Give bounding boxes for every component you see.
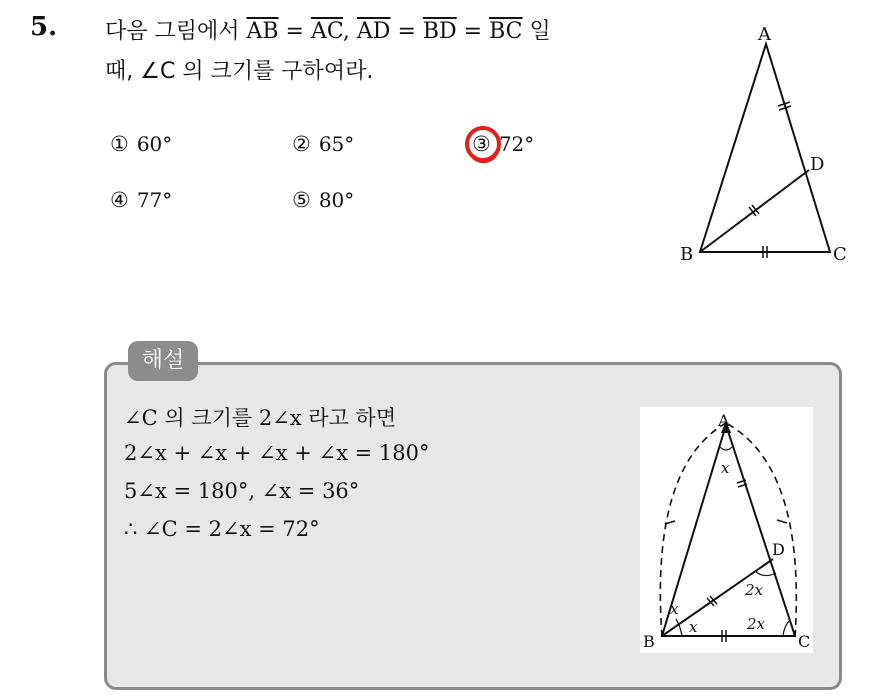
question-line1-prefix: 다음 그림에서: [105, 19, 247, 44]
segment-bc: $\overline{BC}$: [489, 19, 523, 44]
choice-value: 60°: [136, 132, 173, 156]
comma: ,: [342, 19, 357, 44]
angle-label-d: 2x: [745, 581, 764, 599]
choice-value: 65°: [318, 132, 355, 156]
solution-line-4: ∴ ∠C = 2∠x = 72°: [124, 517, 320, 541]
solution-line-2: 2∠x + ∠x + ∠x + ∠x = 180°: [124, 441, 430, 465]
choice-3[interactable]: [472, 132, 534, 156]
question-line-1: [105, 12, 551, 52]
choice-value: 72°: [498, 132, 535, 156]
choice-4[interactable]: [110, 188, 172, 212]
choice-mark: ④: [110, 188, 129, 212]
angle-label-b-upper: x: [670, 600, 679, 618]
segment-ad: $\overline{AD}$: [356, 19, 391, 44]
question-number: 5.: [30, 12, 58, 42]
angle-label-b-lower: x: [689, 618, 698, 636]
choice-5[interactable]: [292, 188, 354, 212]
segment-bd: $\overline{BD}$: [422, 19, 457, 44]
equals-sign: =: [390, 19, 423, 44]
label-c: C: [798, 632, 811, 651]
label-d: D: [772, 540, 785, 559]
angle-label-c: 2x: [747, 615, 766, 633]
question-text: [105, 12, 551, 92]
question-line-2: 때, ∠C 의 크기를 구하여라.: [105, 59, 374, 84]
question-line1-suffix: 일: [522, 19, 551, 44]
label-b: B: [643, 632, 655, 651]
label-b: B: [680, 244, 694, 265]
equals-sign: =: [456, 19, 490, 44]
choice-mark: ⑤: [292, 188, 311, 212]
segment-ab: $\overline{AB}$: [246, 19, 279, 44]
choice-value: 77°: [136, 188, 173, 212]
label-a: A: [718, 411, 730, 430]
label-d: D: [810, 154, 825, 175]
label-c: C: [833, 244, 847, 265]
choice-value: 80°: [318, 188, 355, 212]
label-a: A: [758, 24, 771, 45]
choice-mark: ②: [292, 132, 311, 156]
triangle-figure: [670, 20, 860, 270]
segment-bd-line: [700, 170, 809, 252]
triangle-abc: [662, 425, 795, 636]
choice-mark: ①: [110, 132, 129, 156]
triangle-abc: [700, 44, 830, 252]
solution-line-3: 5∠x = 180°, ∠x = 36°: [124, 479, 360, 503]
equals-sign: =: [278, 19, 311, 44]
solution-line-1: ∠C 의 크기를 2∠x 라고 하면: [124, 406, 397, 430]
choice-2[interactable]: [292, 132, 354, 156]
angle-label-a: x: [721, 459, 730, 477]
solution-tag: 해설: [128, 341, 198, 381]
solution-figure: [640, 407, 813, 653]
choice-mark: ③: [472, 132, 491, 156]
choice-1[interactable]: [110, 132, 172, 156]
segment-ac: $\overline{AC}$: [310, 19, 343, 44]
